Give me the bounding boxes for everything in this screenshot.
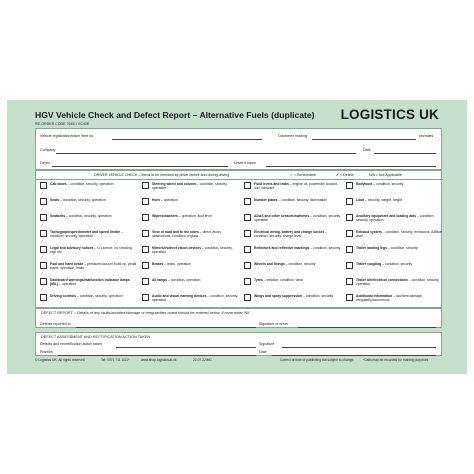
check-item — [244, 214, 342, 222]
footer-web: www.shop.logisticsuk.uk — [141, 358, 177, 362]
drivers-name-label: Driver's name — [234, 161, 257, 165]
check-item — [346, 198, 444, 205]
check-item-desc: – condition, security, operation — [254, 214, 341, 223]
check-item-desc: – condition, security, operation — [356, 214, 435, 223]
na-key: N/A = Not Applicable — [369, 173, 402, 177]
footer-tel: Tel: 0371 711 1111* — [101, 358, 130, 362]
check-item-text — [152, 198, 178, 202]
check-item-desc: – direct vision, obstructions, condition of glass — [152, 230, 222, 239]
check-item-desc: – condition, security — [309, 246, 341, 250]
check-item-text — [254, 262, 316, 266]
check-item-checkbox[interactable] — [346, 262, 353, 269]
check-item-name: Legal and advisory notices — [50, 246, 94, 250]
check-item-name: Brakes — [152, 262, 164, 266]
odometer-field[interactable] — [312, 139, 416, 140]
check-item-checkbox[interactable] — [40, 214, 47, 221]
check-item-checkbox[interactable] — [346, 278, 353, 285]
check-item — [40, 278, 138, 286]
check-item-checkbox[interactable] — [244, 182, 251, 189]
check-item-text — [50, 182, 113, 186]
check-item — [244, 198, 342, 205]
depot-label: Depot — [40, 161, 50, 165]
footer-copyright: © Logistics UK. All rights reserved — [35, 358, 85, 362]
check-item-name: Dashboard warnings/malfunction indicator lamps (MIL) — [50, 278, 130, 287]
check-item-desc: – security, weight, height — [364, 198, 403, 202]
check-item — [346, 294, 444, 302]
check-item-name: Driving controls — [50, 294, 76, 298]
check-item-checkbox[interactable] — [142, 198, 149, 205]
check-item-text — [356, 214, 444, 222]
check-item — [142, 230, 240, 238]
check-panel — [35, 170, 442, 308]
check-item-text — [356, 198, 402, 202]
check-item-name: Mirrors/indirect vision devices — [152, 246, 201, 250]
check-item — [346, 278, 444, 286]
rect-signature-label: Signature — [259, 342, 275, 346]
check-item-desc: – condition, security, emissions, AdBlue level — [356, 230, 443, 239]
check-item-name: Trailer coupling — [356, 262, 382, 266]
check-item-text — [152, 246, 240, 254]
check-item-checkbox[interactable] — [142, 246, 149, 253]
driver-signature-field[interactable] — [298, 327, 436, 328]
vehicle-reg-label: Vehicle registration/trailer fleet no — [40, 134, 94, 138]
position-field[interactable] — [58, 355, 256, 356]
check-item-name: Number plates — [254, 198, 278, 202]
check-item-text — [50, 262, 138, 270]
action-field[interactable] — [116, 347, 256, 348]
check-item-name: Seatbelts — [50, 214, 66, 218]
check-item — [346, 214, 444, 222]
check-item-checkbox[interactable] — [40, 262, 47, 269]
rectification-title: DEFECT ASSESSMENT AND RECTIFICATION ACTION TAKEN — [41, 335, 151, 339]
reorder-code: RE-ORDER CODE 7645 • VC40E — [35, 121, 90, 126]
check-item-name: Bodywork — [356, 182, 373, 186]
check-item-name: Audio and visual warning devices — [152, 294, 207, 298]
check-item-desc: – condition, security, operation — [66, 182, 114, 186]
check-item-checkbox[interactable] — [244, 246, 251, 253]
check-item-desc: – inflation, condition, wear — [262, 278, 303, 282]
vehicle-check-form — [7, 100, 467, 374]
check-item-checkbox[interactable] — [142, 230, 149, 237]
check-item — [40, 214, 138, 221]
date-field[interactable] — [374, 153, 436, 154]
check-item — [346, 230, 444, 238]
check-item — [244, 294, 342, 301]
check-item-name: Wings and spray suppression — [254, 294, 303, 298]
check-item-checkbox[interactable] — [40, 294, 47, 301]
check-item-desc: – pressure/vacuum build up, pedal travel, operation, leaks — [50, 262, 137, 271]
check-item-checkbox[interactable] — [244, 294, 251, 301]
check-item-desc: – condition, security, operation — [152, 182, 228, 191]
check-item — [244, 230, 342, 238]
rect-date-field[interactable] — [272, 355, 436, 356]
check-item-text — [152, 214, 212, 218]
check-item — [244, 278, 342, 285]
check-item-desc: – condition, operation — [167, 278, 201, 282]
check-item-name: Additional information — [356, 294, 393, 298]
check-item-text — [50, 278, 138, 286]
check-item-desc: – condition, security, operation — [50, 230, 123, 239]
vehicle-reg-field[interactable] — [112, 139, 262, 140]
check-item — [244, 246, 342, 253]
check-item-desc: – accident damage, irregularity/occurrence — [356, 294, 423, 303]
check-item — [244, 262, 342, 269]
check-item-desc: – leaks, operation — [163, 262, 192, 266]
defect-key: ✗ = Defect — [336, 173, 354, 177]
check-item-text — [356, 246, 418, 250]
check-item-name: Trailer air/electrical connections — [356, 278, 408, 282]
check-item-checkbox[interactable] — [142, 278, 149, 285]
check-item-name: Wipers/washers — [152, 214, 178, 218]
check-item-name: Steering wheel and column — [152, 182, 196, 186]
check-item-name: All lamps — [152, 278, 168, 282]
check-item-desc: – condition, security, charge level — [254, 230, 327, 239]
check-item-checkbox[interactable] — [142, 214, 149, 221]
check-item-text — [254, 246, 340, 250]
check-item-name: Cab doors — [50, 182, 67, 186]
date-label: Date — [363, 148, 371, 152]
check-item-text — [356, 278, 444, 286]
check-item-checkbox[interactable] — [244, 262, 251, 269]
check-item — [142, 198, 240, 205]
footer-calls: *Calls may be recorded for training purposes — [363, 358, 429, 362]
company-label: Company — [40, 148, 56, 152]
check-item-checkbox[interactable] — [40, 198, 47, 205]
check-item-text — [152, 278, 200, 282]
company-field[interactable] — [56, 153, 356, 154]
serviceable-key: ✓ = Serviceable — [290, 173, 316, 177]
check-item-desc: – condition, security — [381, 262, 413, 266]
check-item-checkbox[interactable] — [346, 198, 353, 205]
action-label: Defects and recertification action taken — [40, 342, 102, 346]
check-item — [40, 262, 138, 270]
check-item — [346, 246, 444, 253]
check-item — [142, 278, 240, 285]
check-item-checkbox[interactable] — [40, 246, 47, 253]
check-item-name: Trailer landing legs — [356, 246, 387, 250]
depot-field[interactable] — [52, 166, 228, 167]
check-item-checkbox[interactable] — [40, 278, 47, 285]
check-item-desc: – operation — [159, 198, 178, 202]
check-item-text — [254, 198, 327, 202]
form-title: HGV Vehicle Check and Defect Report – Alternative Fuels (duplicate) — [35, 110, 315, 120]
brand-logo: LOGISTICS UK — [340, 107, 439, 122]
check-item — [142, 214, 240, 221]
check-item-checkbox[interactable] — [244, 198, 251, 205]
check-item-desc: – condition, security, illumination — [277, 198, 328, 202]
check-item-name: Foot and hand brake — [50, 262, 84, 266]
check-title: DRIVER VEHICLE CHECK – Items to be checked by driver before and during driving — [94, 173, 230, 177]
drivers-name-field[interactable] — [266, 166, 436, 167]
check-item-checkbox[interactable] — [346, 230, 353, 237]
check-item-text — [152, 230, 240, 238]
check-item-desc: – condition, security — [372, 182, 404, 186]
check-item-desc: – condition, security, operation — [152, 294, 239, 303]
check-item-checkbox[interactable] — [346, 182, 353, 189]
check-item-desc: – operation — [58, 282, 77, 287]
check-item-name: Load — [356, 198, 365, 202]
odometer-label: Odometer reading — [278, 134, 307, 138]
check-item-name: Wheels and fixings — [254, 262, 285, 266]
check-item-text — [356, 294, 444, 302]
check-item-text — [50, 198, 106, 202]
check-item-desc: – condition, security — [386, 246, 418, 250]
check-item-name: Tyres — [254, 278, 263, 282]
check-item-checkbox[interactable] — [244, 214, 251, 221]
check-item-name: ADAS and other sensors/switches — [254, 214, 310, 218]
check-item-text — [152, 182, 240, 190]
rect-date-label: Date — [259, 350, 267, 354]
check-item — [142, 262, 240, 269]
check-item-text — [152, 262, 191, 266]
check-item-checkbox[interactable] — [346, 246, 353, 253]
check-item-text — [152, 294, 240, 302]
rectification-panel — [35, 332, 442, 356]
check-item-checkbox[interactable] — [346, 294, 353, 301]
reported-to-field[interactable] — [76, 327, 256, 328]
driver-signature-label: Signature of driver — [259, 322, 289, 326]
check-item — [142, 294, 240, 302]
check-item-desc: – condition, security, operation — [356, 278, 440, 287]
check-item-checkbox[interactable] — [40, 230, 47, 237]
check-header-rule — [36, 179, 443, 180]
check-item-name: Electrical wiring, battery and charge socket — [254, 230, 324, 234]
check-item-text — [50, 230, 138, 238]
check-item-checkbox[interactable] — [244, 230, 251, 237]
details-panel — [35, 128, 442, 170]
check-item-desc: – operation, fluid level — [177, 214, 212, 218]
check-item-text — [50, 214, 112, 218]
check-item-checkbox[interactable] — [142, 262, 149, 269]
check-item-checkbox[interactable] — [142, 294, 149, 301]
check-item-desc: – condition, security — [302, 294, 334, 298]
check-item-name: Horn — [152, 198, 160, 202]
position-label: Position — [40, 350, 53, 354]
check-item-desc: – condition, security, operation — [65, 214, 112, 218]
check-item — [40, 182, 138, 189]
check-item-text — [254, 294, 333, 298]
check-item-text — [254, 182, 342, 190]
check-item-text — [356, 182, 403, 186]
check-item-desc: – engine oil, powertrain coolant, fuel, lubricant — [254, 182, 338, 191]
check-item-name: Reflectors and reflective markings — [254, 246, 310, 250]
check-item — [142, 182, 240, 190]
check-item — [40, 246, 138, 254]
check-item — [346, 262, 444, 269]
check-item — [40, 230, 138, 238]
reported-to-label: Defects reported to — [40, 322, 71, 326]
km-miles-label: km/miles — [419, 134, 434, 138]
check-item-text — [254, 214, 342, 222]
footer-disclaimer: Correct at time of publishing but subject to change. — [280, 358, 355, 362]
check-item — [40, 294, 138, 301]
check-item-text — [50, 246, 138, 254]
footer-version: 22.07.22/MC — [193, 358, 212, 362]
check-item-text — [254, 230, 342, 238]
check-item-text — [50, 294, 123, 298]
check-item-name: Ancillary equipment and loading aids — [356, 214, 417, 218]
check-item-checkbox[interactable] — [40, 182, 47, 189]
check-item — [40, 198, 138, 205]
check-item-name: Exhaust system — [356, 230, 382, 234]
check-item-checkbox[interactable] — [142, 182, 149, 189]
check-item-name: View of road and to the sides — [152, 230, 199, 234]
defect-report-title: DEFECT REPORT — [41, 311, 73, 315]
check-item-name: Fluid levels and leaks — [254, 182, 289, 186]
check-item-desc: – condition, security, operation — [59, 198, 106, 202]
check-item-checkbox[interactable] — [244, 278, 251, 285]
check-item-text — [356, 230, 444, 238]
defect-report-note: – Details of any faults/accident/damage or irregularities noted should be entered below. If none enter 'Nil' — [72, 311, 250, 315]
check-item-desc: – condition, security — [284, 262, 316, 266]
check-item-desc: – condition, security, operation — [152, 246, 233, 255]
check-item — [346, 182, 444, 189]
rect-signature-field[interactable] — [282, 347, 436, 348]
check-item-name: Tachograph/speedometer and speed limiter — [50, 230, 121, 234]
check-item-text — [356, 262, 412, 266]
defect-report-panel — [35, 308, 442, 328]
check-item-name: Seats — [50, 198, 60, 202]
check-item — [142, 246, 240, 254]
check-item — [244, 182, 342, 190]
check-item-checkbox[interactable] — [346, 214, 353, 221]
check-item-desc: – condition, security, operation — [76, 294, 123, 298]
check-item-desc: – O Licence, no smoking sign etc — [50, 246, 132, 255]
check-item-text — [254, 278, 303, 282]
